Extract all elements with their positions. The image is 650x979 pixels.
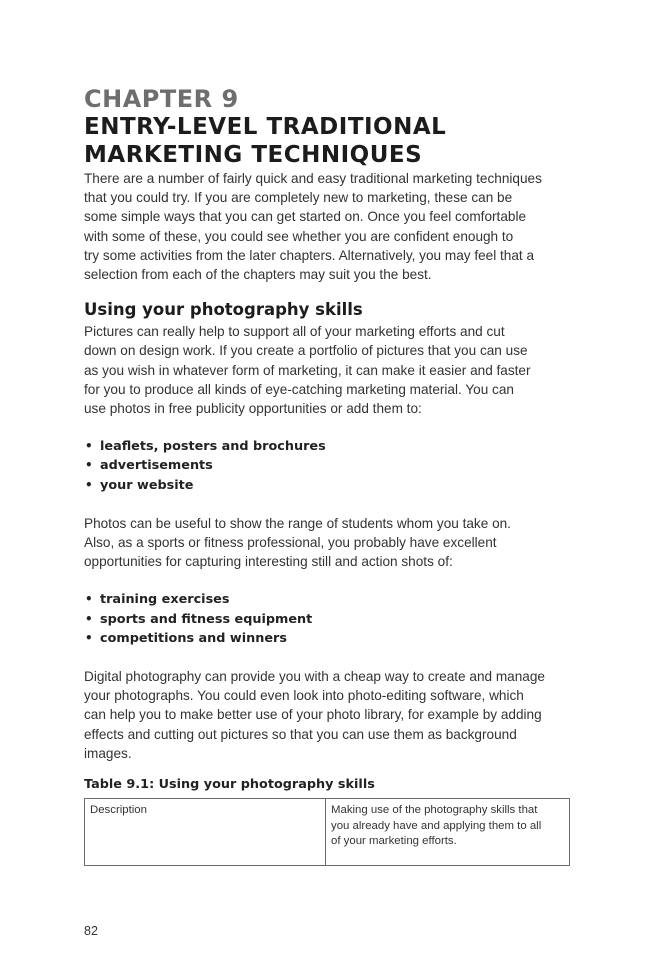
page-number: 82: [84, 924, 98, 938]
chapter-title-line: MARKETING TECHNIQUES: [84, 142, 423, 168]
text-line: that you could try. If you are completely new to marketing, these can be: [84, 190, 513, 206]
text-line: Also, as a sports or fitness professional, you probably have excellent: [84, 535, 497, 551]
chapter-title: [84, 113, 570, 169]
text-line: effects and cutting out pictures so that you can use them as background: [84, 726, 517, 742]
bullet-item: [84, 476, 570, 495]
cell-line: you already have and applying them to all: [331, 819, 542, 832]
text-line: for you to produce all kinds of eye-catching marketing material. You can: [84, 381, 514, 397]
text-line: Pictures can really help to support all of your marketing efforts and cut: [84, 324, 505, 340]
table-cell-value: [326, 799, 570, 866]
bullet-item: [84, 437, 570, 456]
bullet-icon: •: [85, 439, 93, 454]
text-line: down on design work. If you create a portfolio of pictures that you can use: [84, 343, 528, 359]
text-line: your photographs. You could even look into photo-editing software, which: [84, 688, 524, 704]
spacer: [84, 418, 570, 437]
section-paragraph-1: [84, 322, 570, 418]
bullet-icon: •: [85, 477, 93, 492]
chapter-title-line: ENTRY-LEVEL TRADITIONAL: [84, 114, 447, 140]
page-content: [84, 86, 570, 866]
bullet-text: your website: [100, 477, 194, 493]
bullet-icon: •: [85, 458, 93, 473]
cell-line: of your marketing efforts.: [331, 835, 457, 848]
text-line: try some activities from the later chapters. Alternatively, you may feel that a: [84, 247, 535, 263]
spacer: [84, 571, 570, 590]
bullet-list-2: [84, 590, 570, 648]
text-line: can help you to make better use of your photo library, for example by adding: [84, 707, 542, 723]
cell-line: Making use of the photography skills that: [331, 804, 538, 817]
table-row: [85, 799, 570, 866]
intro-paragraph: [84, 169, 570, 284]
bullet-text: sports and fitness equipment: [100, 611, 313, 627]
bullet-text: competitions and winners: [100, 630, 287, 646]
text-line: use photos in free publicity opportunities or add them to:: [84, 401, 422, 417]
text-line: Photos can be useful to show the range of students whom you take on.: [84, 515, 511, 531]
bullet-item: [84, 610, 570, 629]
text-line: opportunities for capturing interesting still and action shots of:: [84, 554, 453, 570]
section-paragraph-3: [84, 667, 570, 763]
bullet-item: [84, 456, 570, 475]
table-caption: Table 9.1: Using your photography skills: [84, 777, 375, 793]
text-line: selection from each of the chapters may suit you the best.: [84, 267, 432, 283]
text-line: images.: [84, 745, 132, 761]
section-paragraph-2: [84, 514, 570, 572]
bullet-icon: •: [85, 611, 93, 626]
bullet-icon: •: [85, 592, 93, 607]
bullet-text: training exercises: [100, 592, 230, 608]
chapter-number: CHAPTER 9: [84, 85, 239, 113]
bullet-text: advertisements: [100, 458, 213, 474]
text-line: as you wish in whatever form of marketing, it can make it easier and faster: [84, 362, 531, 378]
text-line: some simple ways that you can get started on. Once you feel comfortable: [84, 209, 527, 225]
text-line: with some of these, you could see whether you are confident enough to: [84, 228, 514, 244]
info-table: [84, 798, 570, 866]
bullet-icon: •: [85, 630, 93, 645]
text-line: There are a number of fairly quick and easy traditional marketing techniques: [84, 171, 542, 186]
bullet-item: [84, 629, 570, 648]
text-line: Digital photography can provide you with a cheap way to create and manage: [84, 669, 545, 685]
section-heading: Using your photography skills: [84, 300, 363, 320]
spacer: [84, 495, 570, 514]
spacer: [84, 648, 570, 667]
bullet-text: leaflets, posters and brochures: [100, 439, 326, 455]
bullet-item: [84, 590, 570, 609]
bullet-list-1: [84, 437, 570, 495]
table-cell-label: Description: [85, 799, 326, 866]
